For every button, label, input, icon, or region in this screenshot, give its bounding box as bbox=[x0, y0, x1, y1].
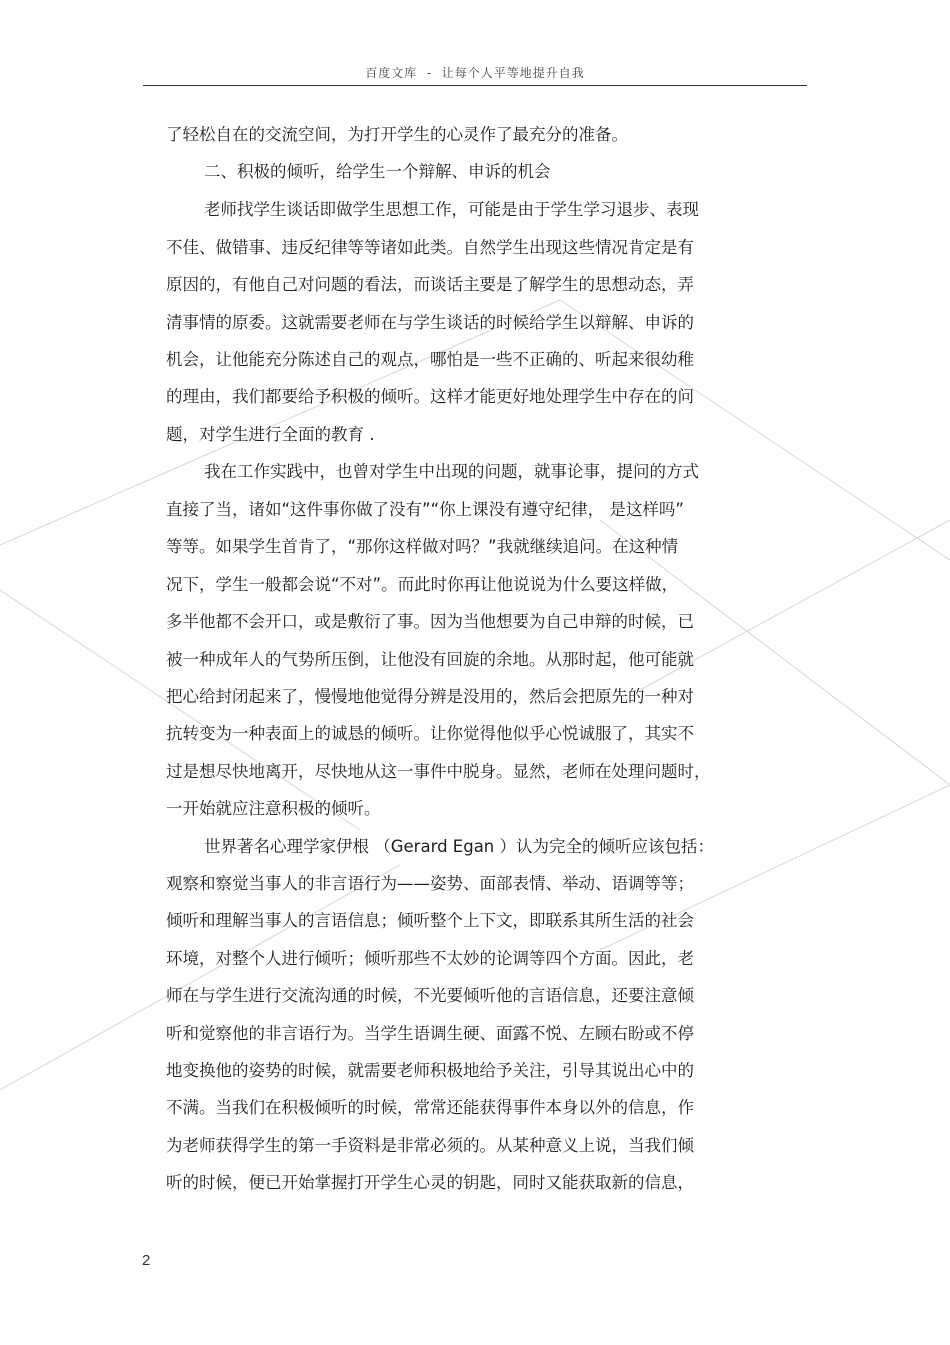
text-line: 我在工作实践中，也曾对学生中出现的问题，就事论事，提问的方式 bbox=[204, 462, 699, 481]
text-line: 一开始就应注意积极的倾听。 bbox=[166, 799, 381, 818]
text-line: 等等。如果学生首肯了，“那你这样做对吗？”我就继续追问。在这种情 bbox=[166, 537, 679, 556]
text-line: 清事情的原委。这就需要老师在与学生谈话的时候给学生以辩解、申诉的 bbox=[166, 313, 694, 332]
text-line: 况下，学生一般都会说“不对”。而此时你再让他说说为什么要这样做， bbox=[166, 575, 679, 594]
text-line: 把心给封闭起来了，慢慢地他觉得分辨是没用的，然后会把原先的一种对 bbox=[166, 687, 694, 706]
text-line: 不佳、做错事、违反纪律等等诸如此类。自然学生出现这些情况肯定是有 bbox=[166, 238, 694, 257]
text-line: 机会，让他能充分陈述自己的观点，哪怕是一些不正确的、听起来很幼稚 bbox=[166, 350, 694, 369]
text-line: 抗转变为一种表面上的诚恳的倾听。让你觉得他似乎心悦诚服了，其实不 bbox=[166, 724, 694, 743]
header-divider bbox=[143, 85, 807, 86]
text-line: 倾听和理解当事人的言语信息；倾听整个上下文，即联系其所生活的社会 bbox=[166, 911, 694, 930]
text-line: 原因的，有他自己对问题的看法，而谈话主要是了解学生的思想动态，弄 bbox=[166, 275, 694, 294]
text-line: 老师找学生谈话即做学生思想工作，可能是由于学生学习退步、表现 bbox=[204, 200, 699, 219]
section-heading: 二、积极的倾听，给学生一个辩解、申诉的机会 bbox=[204, 162, 551, 181]
text-line: 的理由，我们都要给予积极的倾听。这样才能更好地处理学生中存在的问 bbox=[166, 387, 694, 406]
text-line: 观察和察觉当事人的非言语行为——姿势、面部表情、举动、语调等等； bbox=[166, 874, 694, 893]
text-line: 题，对学生进行全面的教育 . bbox=[166, 425, 375, 444]
text-line: 世界著名心理学家伊根 （Gerard Egan ）认为完全的倾听应该包括： bbox=[204, 837, 715, 856]
text-line: 多半他都不会开口，或是敷衍了事。因为当他想要为自己申辩的时候，已 bbox=[166, 612, 694, 631]
document-header: 百度文库 - 让每个人平等地提升自我 bbox=[365, 66, 585, 80]
text-line: 环境，对整个人进行倾听；倾听那些不太妙的论调等四个方面。因此，老 bbox=[166, 949, 694, 968]
page-number: 2 bbox=[142, 1252, 151, 1269]
text-line: 被一种成年人的气势所压倒，让他没有回旋的余地。从那时起，他可能就 bbox=[166, 650, 694, 669]
text-line: 师在与学生进行交流沟通的时候，不光要倾听他的言语信息，还要注意倾 bbox=[166, 986, 694, 1005]
text-line: 听和觉察他的非言语行为。当学生语调生硬、面露不悦、左顾右盼或不停 bbox=[166, 1024, 694, 1043]
text-line: 为老师获得学生的第一手资料是非常必须的。从某种意义上说，当我们倾 bbox=[166, 1136, 694, 1155]
text-line: 地变换他的姿势的时候，就需要老师积极地给予关注，引导其说出心中的 bbox=[166, 1061, 694, 1080]
text-line: 听的时候，便已开始掌握打开学生心灵的钥匙，同时又能获取新的信息， bbox=[166, 1173, 694, 1192]
text-line: 过是想尽快地离开，尽快地从这一事件中脱身。显然，老师在处理问题时， bbox=[166, 762, 711, 781]
text-line: 直接了当，诸如“这件事你做了没有”“你上课没有遵守纪律， 是这样吗” bbox=[166, 500, 684, 519]
text-line: 了轻松自在的交流空间，为打开学生的心灵作了最充分的准备。 bbox=[166, 125, 628, 144]
text-line: 不满。当我们在积极倾听的时候，常常还能获得事件本身以外的信息，作 bbox=[166, 1098, 694, 1117]
